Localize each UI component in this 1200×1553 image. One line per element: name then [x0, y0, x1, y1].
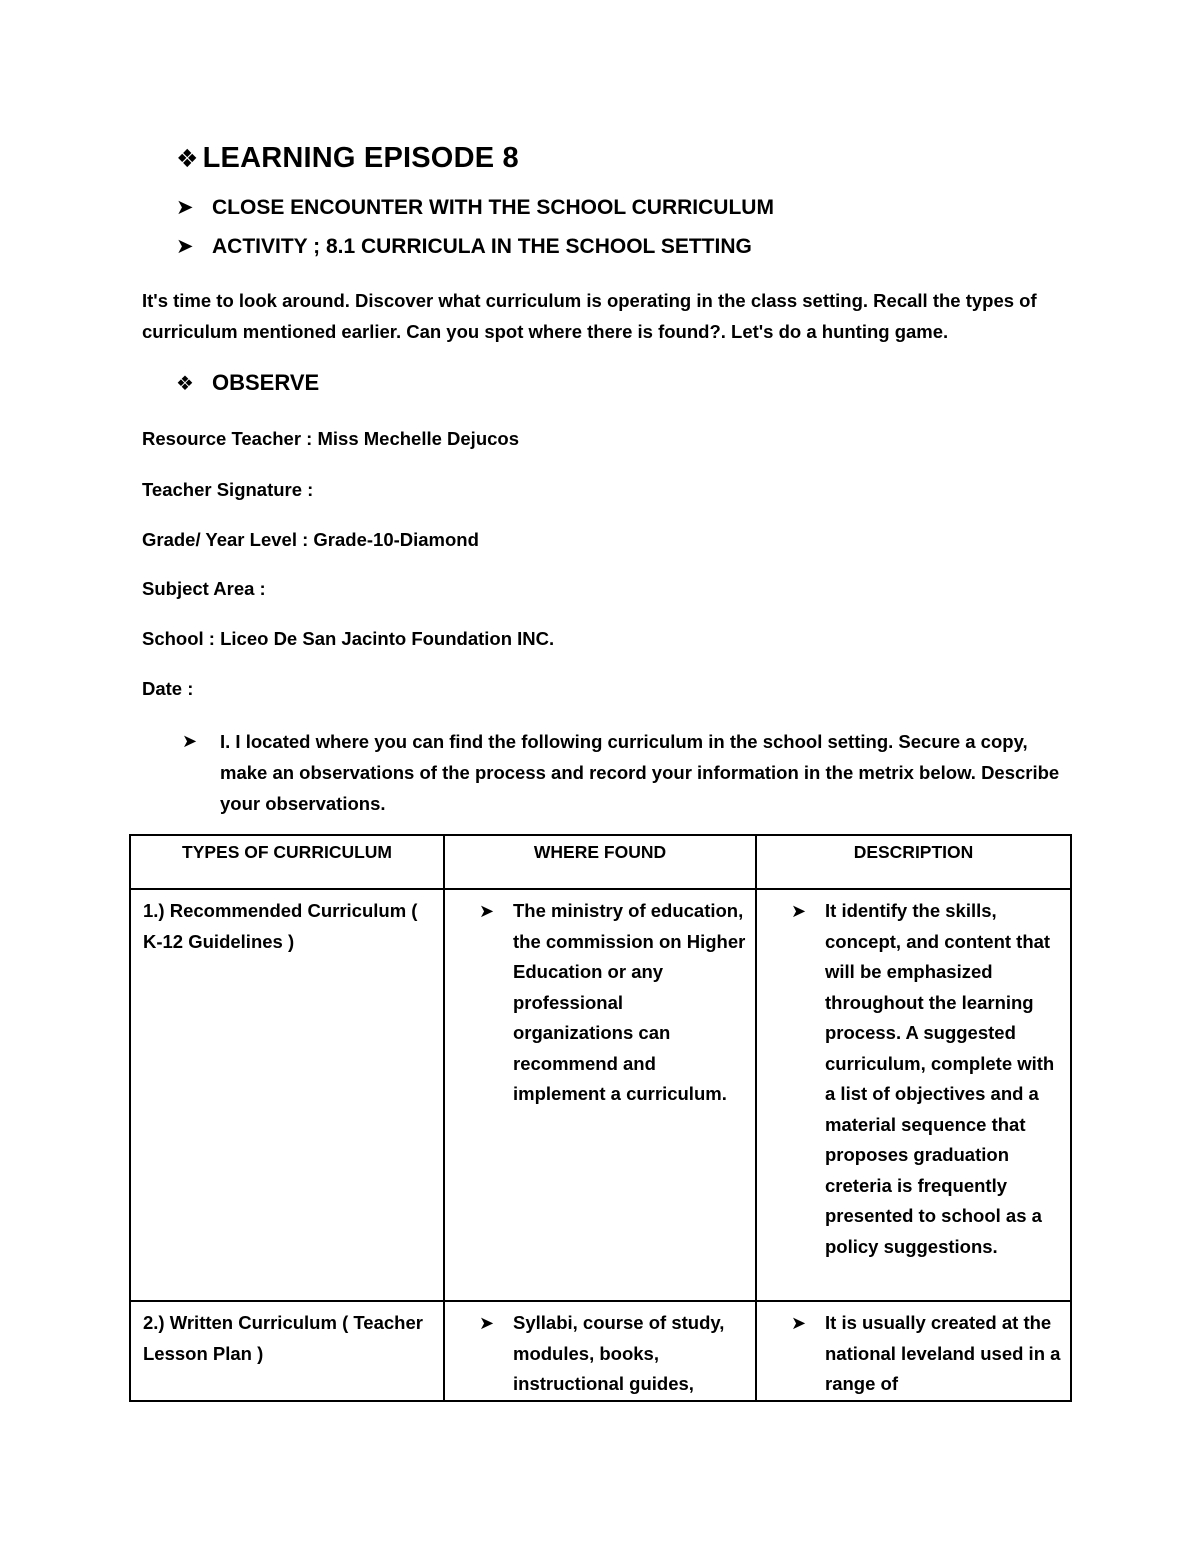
- arrowhead-bullet-icon: ➤: [791, 1313, 807, 1333]
- diamond-bullet-icon: ❖: [176, 373, 194, 395]
- table-row: [130, 889, 1071, 1301]
- column-header-where-found: WHERE FOUND: [444, 835, 756, 889]
- instruction-item: ➤ I. I located where you can find the following curriculum in the school setting. Secure a copy, make an observations of the process and record your information in the metrix below. Describe your observations.: [182, 726, 1062, 819]
- four-diamond-icon: ❖: [176, 145, 199, 173]
- school-field: School : Liceo De San Jacinto Foundation INC.: [142, 628, 555, 649]
- document-title: ❖ LEARNING EPISODE 8: [176, 142, 519, 174]
- cell-type: 2.) Written Curriculum ( Teacher Lesson Plan ): [130, 1301, 444, 1401]
- subtitle-close-encounter: ➤ CLOSE ENCOUNTER WITH THE SCHOOL CURRICULUM: [176, 196, 774, 219]
- arrowhead-bullet-icon: ➤: [479, 901, 495, 921]
- column-header-description: DESCRIPTION: [756, 835, 1071, 889]
- resource-teacher-field: Resource Teacher : Miss Mechelle Dejucos: [142, 428, 520, 449]
- teacher-signature-field: Teacher Signature :: [142, 479, 314, 500]
- date-field: Date :: [142, 678, 194, 699]
- observe-heading: ❖ OBSERVE: [176, 370, 320, 395]
- arrowhead-bullet-icon: ➤: [182, 731, 198, 751]
- table-row: [130, 1301, 1071, 1401]
- cell-description: ➤ It identify the skills, concept, and content that will be emphasized throughout the learning process. A suggested curriculum, complete with a list of objectives and a material sequence that proposes graduation creteria is frequently presented to school as a policy suggestions.: [756, 889, 1071, 1301]
- arrowhead-bullet-icon: ➤: [479, 1313, 495, 1333]
- arrowhead-bullet-icon: ➤: [176, 196, 194, 219]
- cell-type: 1.) Recommended Curriculum ( K-12 Guidelines ): [130, 889, 444, 1301]
- arrowhead-bullet-icon: ➤: [791, 901, 807, 921]
- cell-where-found: ➤ The ministry of education, the commission on Higher Education or any professional organizations can recommend and implement a curriculum.: [444, 889, 756, 1301]
- intro-paragraph: It's time to look around. Discover what curriculum is operating in the class setting. Recall the types of curriculum mentioned earlier. Can you spot where there is found?. Let's do a hunting game.: [142, 290, 1037, 342]
- cell-description: ➤ It is usually created at the national leveland used in a range of: [756, 1301, 1071, 1401]
- subject-area-field: Subject Area :: [142, 578, 266, 599]
- column-header-types: TYPES OF CURRICULUM: [130, 835, 444, 889]
- table-header-row: [130, 835, 1071, 889]
- curriculum-matrix-table: [129, 834, 1072, 1402]
- grade-level-field: Grade/ Year Level : Grade-10-Diamond: [142, 529, 479, 550]
- cell-where-found: ➤ Syllabi, course of study, modules, books, instructional guides,: [444, 1301, 756, 1401]
- subtitle-activity: ➤ ACTIVITY ; 8.1 CURRICULA IN THE SCHOOL SETTING: [176, 235, 752, 258]
- arrowhead-bullet-icon: ➤: [176, 235, 194, 258]
